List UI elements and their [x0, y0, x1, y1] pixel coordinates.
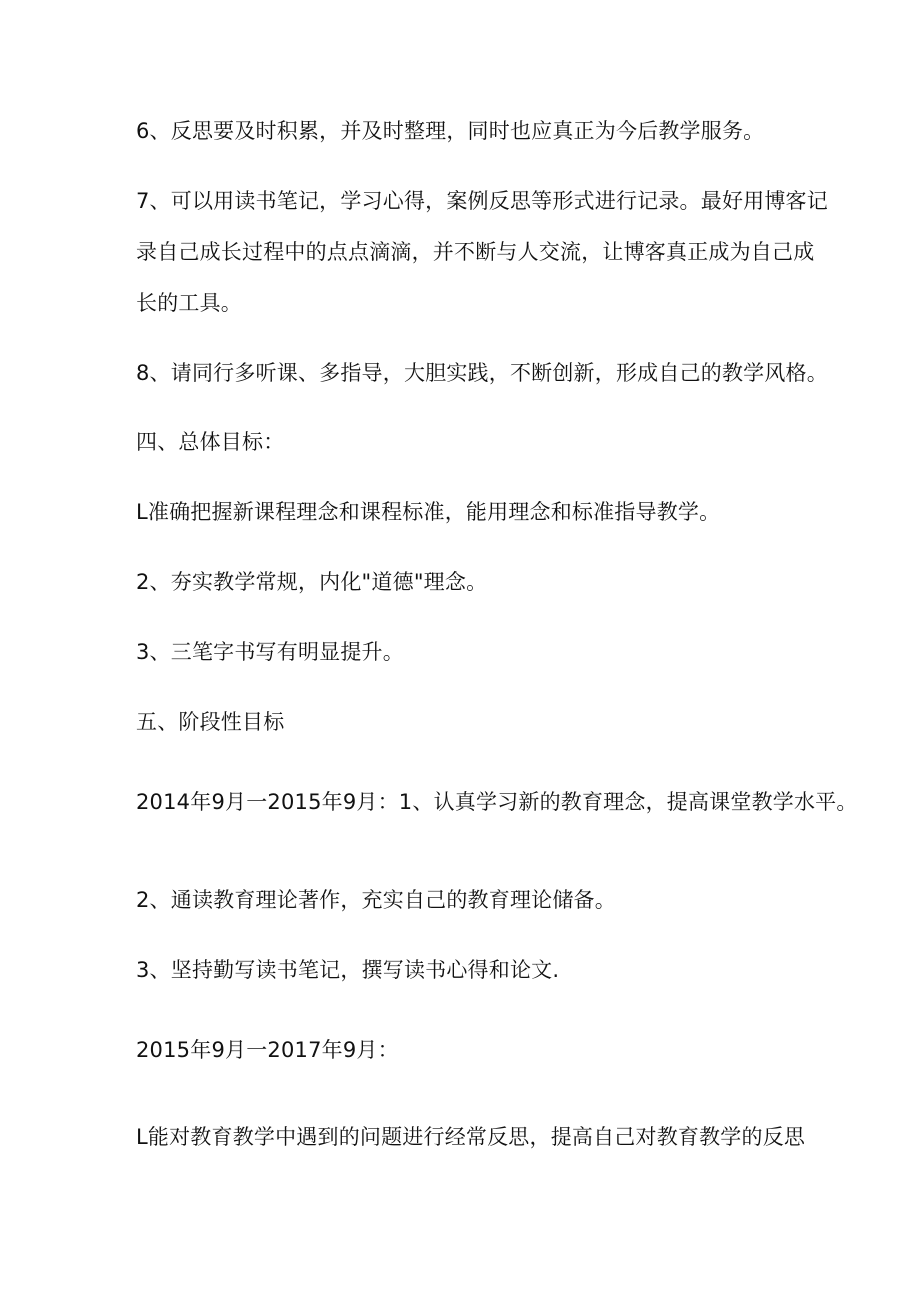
- goal-item-1: L准确把握新课程理念和课程标准，能用理念和标准指导教学。: [136, 500, 721, 524]
- paragraph-record-forms-cont-1: 录自己成长过程中的点点滴滴，并不断与人交流，让博客真正成为自己成: [136, 240, 815, 264]
- goal-item-3: 3、三笔字书写有明显提升。: [136, 640, 404, 664]
- stage-2014-2015-item-3: 3、坚持勤写读书笔记，撰写读书心得和论文.: [136, 958, 560, 982]
- heading-stage-goals: 五、阶段性目标: [136, 710, 285, 734]
- goal-item-2: 2、夯实教学常规，内化"道德"理念。: [136, 570, 488, 594]
- stage-2015-2017-item-1: L能对教育教学中遇到的问题进行经常反思，提高自己对教育教学的反思: [136, 1125, 806, 1149]
- paragraph-reflection-accumulate: 6、反思要及时积累，并及时整理，同时也应真正为今后教学服务。: [136, 119, 765, 143]
- stage-2014-2015-item-2: 2、通读教育理论著作，充实自己的教育理论储备。: [136, 888, 616, 912]
- heading-overall-goals: 四、总体目标：: [136, 430, 285, 454]
- paragraph-record-forms: 7、可以用读书笔记，学习心得，案例反思等形式进行记录。最好用博客记: [136, 189, 828, 213]
- stage-2015-2017-heading: 2015年9月一2017年9月：: [136, 1038, 399, 1062]
- stage-2014-2015-item-1: 2014年9月一2015年9月：1、认真学习新的教育理念，提高课堂教学水平。: [136, 790, 858, 814]
- paragraph-peer-guidance: 8、请同行多听课、多指导，大胆实践，不断创新，形成自己的教学风格。: [136, 361, 828, 385]
- paragraph-record-forms-cont-2: 长的工具。: [136, 291, 242, 315]
